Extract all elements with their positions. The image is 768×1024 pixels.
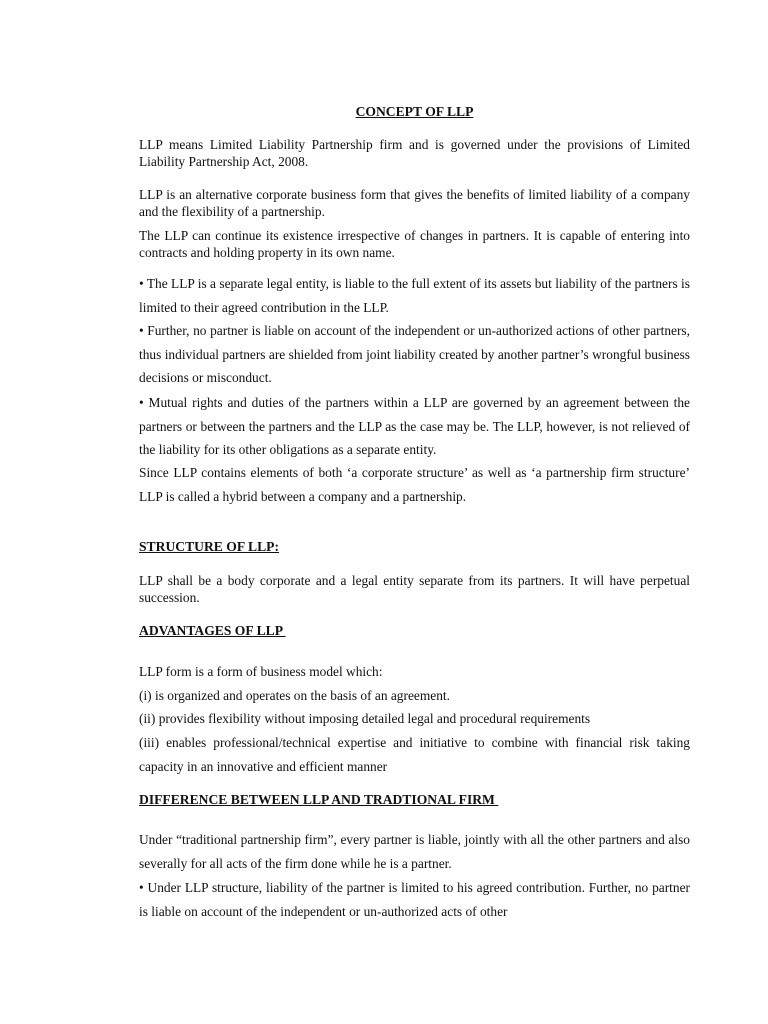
advantages-intro: LLP form is a form of business model which:	[139, 664, 383, 679]
difference-bullet-1: • Under LLP structure, liability of the partner is limited to his agreed contribution. Further, no partner is liable on account of the independent or un-authorized acts of other	[139, 880, 690, 919]
difference-paragraph-1: Under “traditional partnership firm”, every partner is liable, jointly with all the other partners and also severally for all acts of the firm done while he is a partner.	[139, 832, 690, 871]
advantages-item-1: (i) is organized and operates on the basis of an agreement.	[139, 688, 450, 703]
concept-bullet-3: • Mutual rights and duties of the partners within a LLP are governed by an agreement between the partners or between the partners and the LLP as the case may be. The LLP, however, is not relieved of the liability for its other obligations as a separate entity.	[139, 395, 690, 458]
concept-paragraph-3: The LLP can continue its existence irrespective of changes in partners. It is capable of entering into contracts and holding property in its own name.	[139, 228, 690, 260]
advantages-item-2: (ii) provides flexibility without imposing detailed legal and procedural requirements	[139, 711, 591, 726]
advantages-heading: ADVANTAGES OF LLP	[139, 623, 286, 638]
concept-bullet-2: • Further, no partner is liable on account of the independent or un-authorized actions of other partners, thus individual partners are shielded from joint liability created by another partner’s wrongful business decisions or misconduct.	[139, 323, 690, 386]
structure-heading: STRUCTURE OF LLP:	[139, 539, 279, 554]
structure-paragraph: LLP shall be a body corporate and a legal entity separate from its partners. It will have perpetual succession.	[139, 573, 690, 605]
difference-heading: DIFFERENCE BETWEEN LLP AND TRADTIONAL FIRM	[139, 792, 499, 807]
concept-paragraph-4: Since LLP contains elements of both ‘a corporate structure’ as well as ‘a partnership firm structure’ LLP is called a hybrid between a company and a partnership.	[139, 465, 690, 504]
concept-bullet-1: • The LLP is a separate legal entity, is liable to the full extent of its assets but liability of the partners is limited to their agreed contribution in the LLP.	[139, 276, 690, 315]
advantages-item-3: (iii) enables professional/technical expertise and initiative to combine with financial risk taking capacity in an innovative and efficient manner	[139, 735, 690, 774]
page-title: CONCEPT OF LLP	[355, 104, 474, 119]
concept-paragraph-2: LLP is an alternative corporate business form that gives the benefits of limited liability of a company and the flexibility of a partnership.	[139, 187, 690, 219]
concept-paragraph-1: LLP means Limited Liability Partnership firm and is governed under the provisions of Limited Liability Partnership Act, 2008.	[139, 137, 690, 169]
